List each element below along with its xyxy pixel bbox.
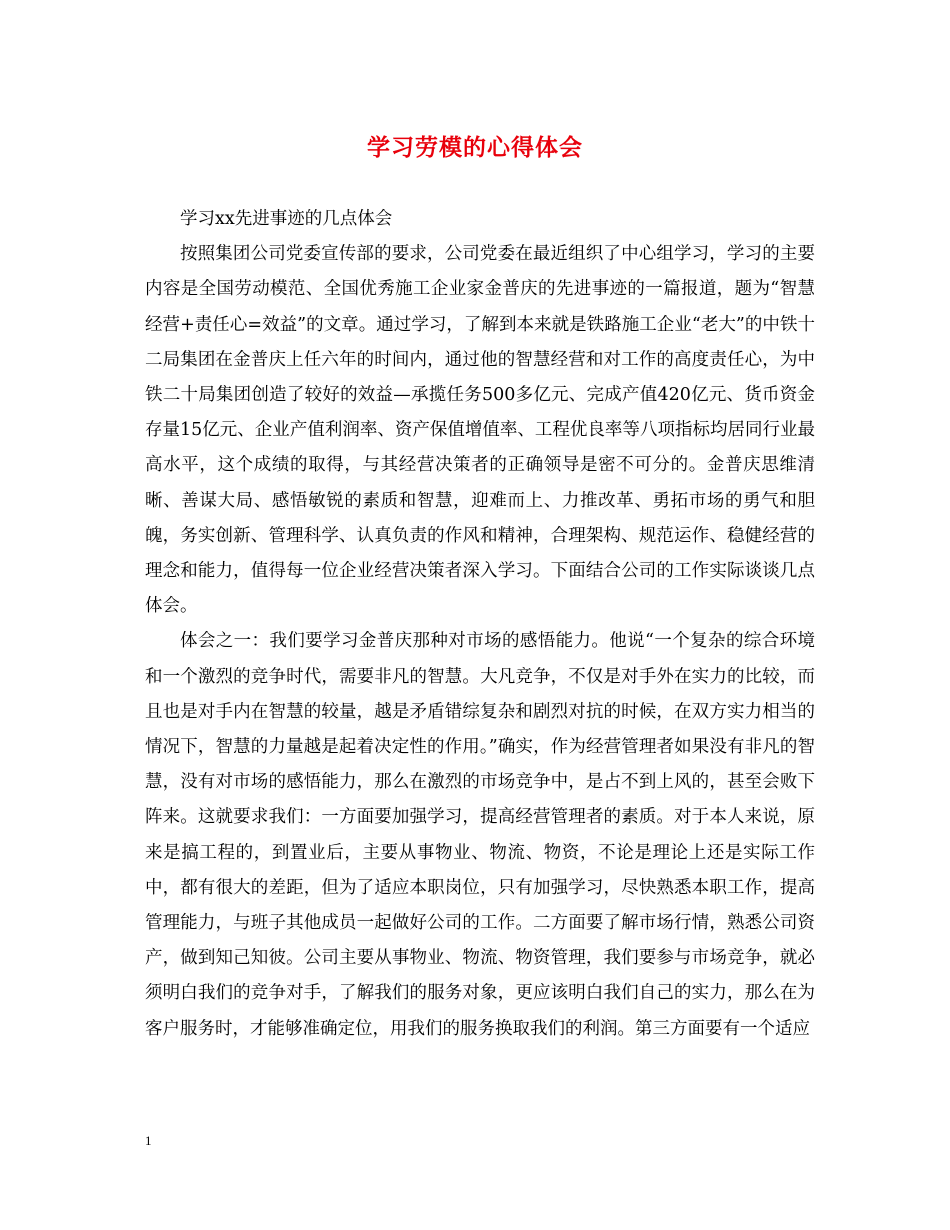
paragraph-1: 按照集团公司党委宣传部的要求，公司党委在最近组织了中心组学习，学习的主要内容是全国劳动模范、全国优秀施工企业家金普庆的先进事迹的一篇报道，题为“智慧经营+责任心=效益”的文章。通过学习，了解到本来就是铁路施工企业“老大”的中铁十二局集团在金普庆上任六年的时间内，通过他的智慧经营和对工作的高度责任心，为中铁二十局集团创造了较好的效益—承揽任务500多亿元、完成产值420亿元、货币资金存量15亿元、企业产值利润率、资产保值增值率、工程优良率等八项指标均居同行业最高水平，这个成绩的取得，与其经营决策者的正确领导是密不可分的。金普庆思维清晰、善谋大局、感悟敏锐的素质和智慧，迎难而上、力推改革、勇拓市场的勇气和胆魄，务实创新、管理科学、认真负责的作风和精神，合理架构、规范运作、稳健经营的理念和能力，值得每一位企业经营决策者深入学习。下面结合公司的工作实际谈谈几点体会。 (145, 244, 815, 617)
document-title: 学习劳模的心得体会 (367, 134, 583, 161)
page-number: 1 (145, 1133, 152, 1148)
document-body (145, 202, 815, 1047)
paragraph-2: 体会之一：我们要学习金普庆那种对市场的感悟能力。他说“一个复杂的综合环境和一个激烈的竞争时代，需要非凡的智慧。大凡竞争，不仅是对手外在实力的比较，而且也是对手内在智慧的较量，越是矛盾错综复杂和剧烈对抗的时候，在双方实力相当的情况下，智慧的力量越是起着决定性的作用。”确实，作为经营管理者如果没有非凡的智慧，没有对市场的感悟能力，那么在激烈的市场竞争中，是占不到上风的，甚至会败下阵来。这就要求我们：一方面要加强学习，提高经营管理者的素质。对于本人来说，原来是搞工程的，到置业后，主要从事物业、物流、物资，不论是理论上还是实际工作中，都有很大的差距，但为了适应本职岗位，只有加强学习，尽快熟悉本职工作，提高管理能力，与班子其他成员一起做好公司的工作。二方面要了解市场行情，熟悉公司资产，做到知己知彼。公司主要从事物业、物流、物资管理，我们要参与市场竞争，就必须明白我们的竞争对手，了解我们的服务对象，更应该明白我们自己的实力，那么在为客户服务时，才能够准确定位，用我们的服务换取我们的利润。第三方面要有一个适应 (145, 631, 815, 1039)
document-subtitle: 学习xx先进事迹的几点体会 (180, 209, 393, 229)
